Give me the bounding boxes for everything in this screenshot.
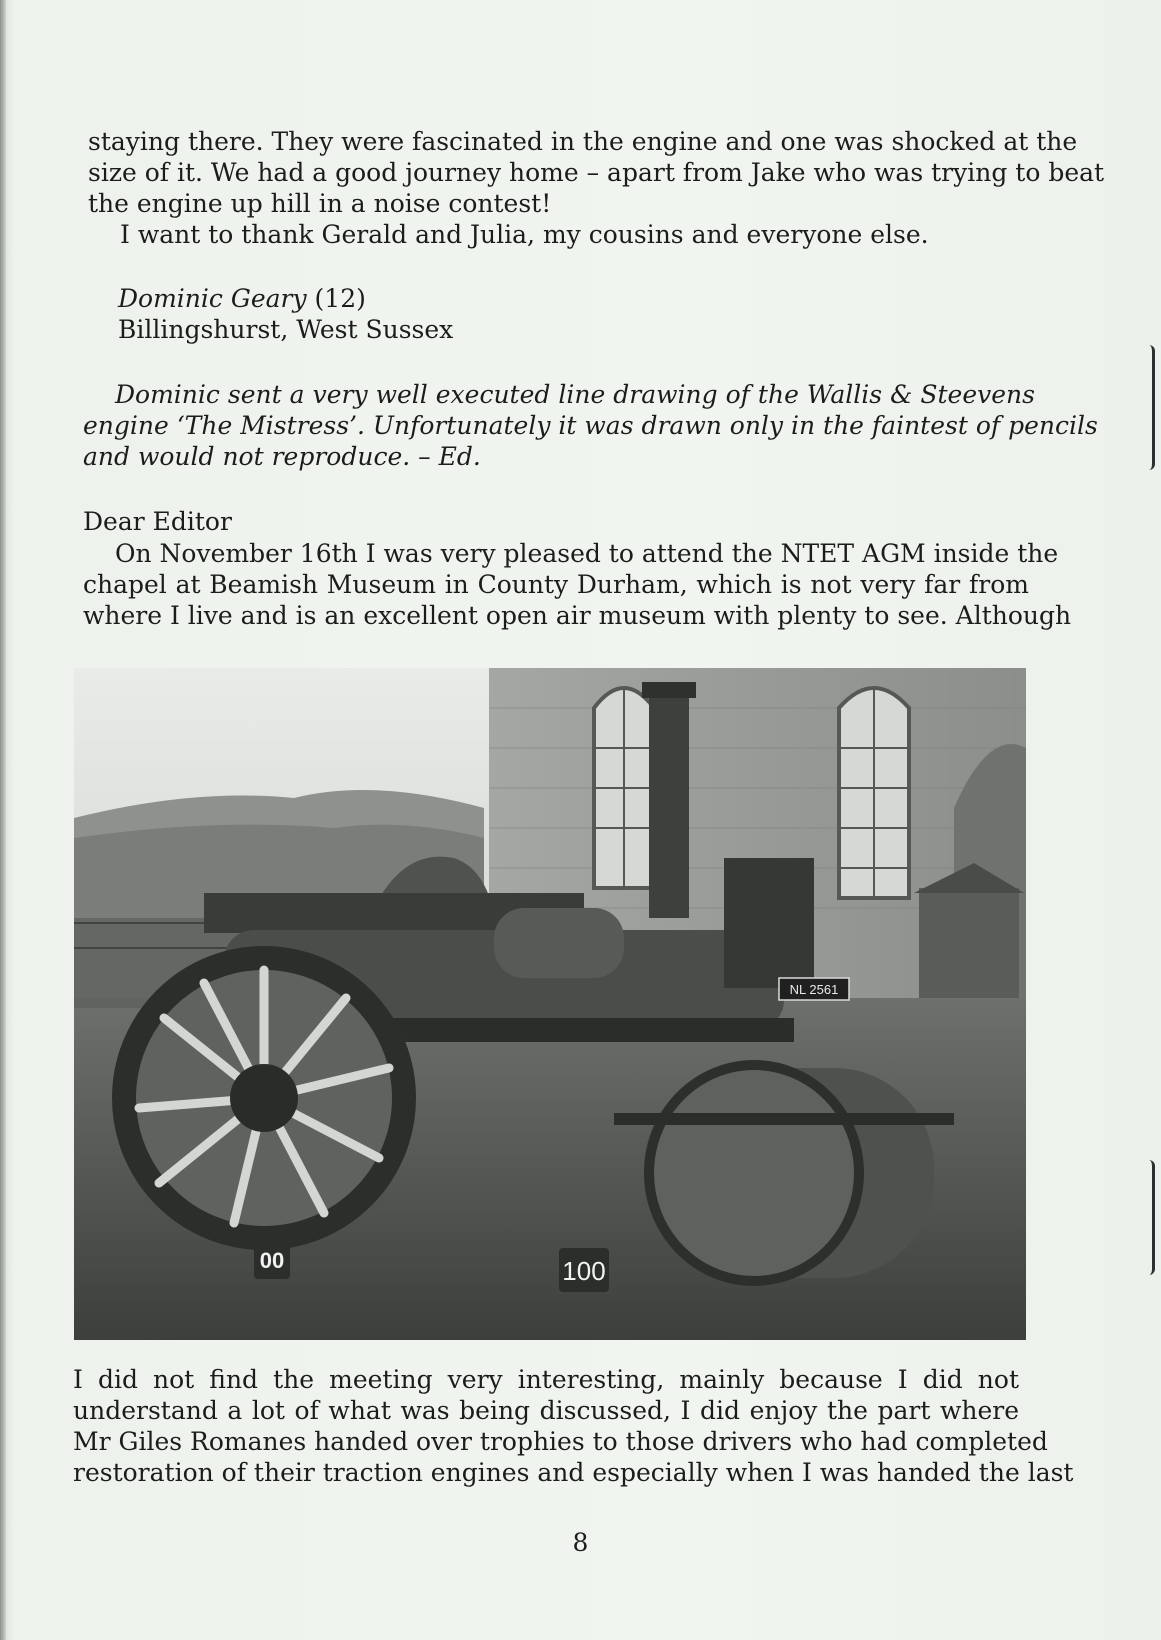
staple-top [1146, 345, 1155, 470]
signature-place: Billingshurst, West Sussex [118, 315, 454, 344]
thanks-line: I want to thank Gerald and Julia, my cousins and everyone else. [120, 220, 929, 249]
photo-drawing [74, 668, 1026, 1340]
letter-salutation [83, 506, 232, 537]
intro-line: the engine up hill in a noise contest! [88, 189, 552, 218]
steam-roller-photo [74, 668, 1026, 1340]
tag-right-text: 100 [562, 1256, 606, 1286]
page-number: 8 [572, 1528, 589, 1557]
editor-note-line: Dominic sent a very well executed line drawing of the Wallis & Steevens [115, 380, 1035, 409]
after-photo-line: restoration of their traction engines and especially when I was handed the last [73, 1458, 1074, 1487]
staple-bottom [1146, 1160, 1155, 1275]
editor-note [83, 379, 1098, 472]
salutation-text: Dear Editor [83, 507, 232, 536]
after-photo-line: Mr Giles Romanes handed over trophies to those drivers who had completed [73, 1427, 1048, 1456]
letter-body [83, 538, 1072, 631]
intro-line: size of it. We had a good journey home – apart from Jake who was trying to beat [88, 158, 1105, 187]
intro-paragraph [88, 126, 1105, 250]
signature [118, 283, 453, 345]
editor-note-line: engine ‘The Mistress’. Unfortunately it was drawn only in the faintest of pencils [83, 411, 1098, 440]
intro-line: staying there. They were fascinated in the engine and one was shocked at the [88, 127, 1078, 156]
letter-line: chapel at Beamish Museum in County Durham, which is not very far from [83, 570, 1029, 599]
tag-left-text: 00 [259, 1248, 285, 1273]
after-photo-line: I did not find the meeting very interesting, mainly because I did not [73, 1365, 1019, 1394]
letter-line: where I live and is an excellent open air museum with plenty to see. Although [83, 601, 1072, 630]
editor-note-line: and would not reproduce. – Ed. [83, 442, 481, 471]
signature-name: Dominic Geary [118, 284, 307, 313]
after-photo-paragraph [73, 1364, 1074, 1488]
page-edge [0, 0, 6, 1640]
plate-text: NL 2561 [789, 982, 839, 997]
after-photo-line: understand a lot of what was being discussed, I did enjoy the part where [73, 1396, 1019, 1425]
letter-line: On November 16th I was very pleased to attend the NTET AGM inside the [115, 539, 1059, 568]
signature-age: (12) [314, 284, 366, 313]
